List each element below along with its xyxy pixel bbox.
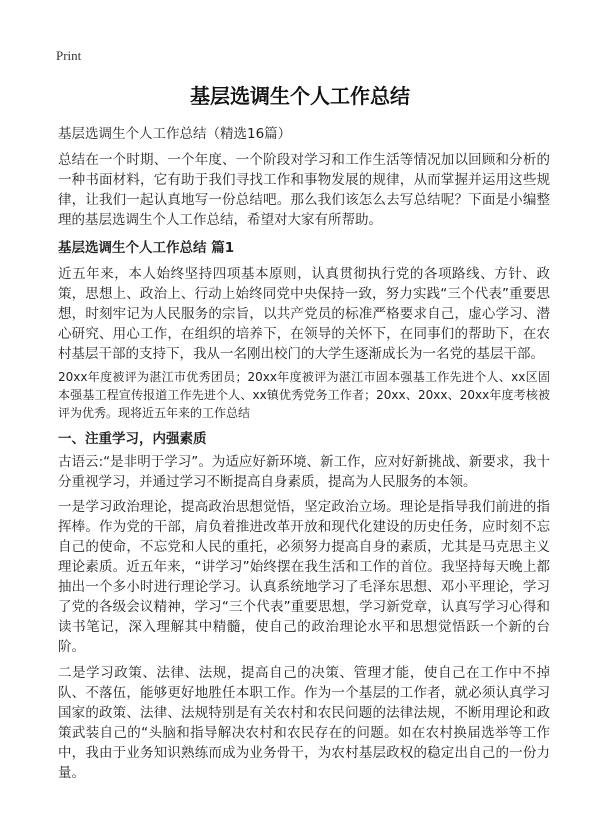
paragraph-1-awards: 20xx年度被评为湛江市优秀团员；20xx年度被评为湛江市固本强基工作先进个人、xx区固本强基工程宣传报道工作先进个人、xx镇优秀党务工作者；20xx、20xx、20xx年度考核被评为优秀。现将近五年来的工作总结 bbox=[58, 370, 550, 420]
section-heading: 基层选调生个人工作总结 篇1 bbox=[58, 240, 235, 256]
paragraph-1: 近五年来，本人始终坚持四项基本原则，认真贯彻执行党的各项路线、方针、政策，思想上、政治上、行动上始终同党中央保持一致，努力实践“三个代表”重要思想，时刻牢记为人民服务的宗旨，以共产党员的标准严格要求自己，虚心学习、潜心研究、用心工作，在组织的培养下，在领导的关怀下，在同事们的帮助下，在农村基层干部的支持下，我从一名刚出校门的大学生逐渐成长为一名党的基层干部。 bbox=[58, 266, 550, 362]
document-subtitle: 基层选调生个人工作总结（精选16篇） bbox=[58, 126, 292, 142]
paragraph-3: 一是学习政治理论，提高政治思想觉悟，坚定政治立场。理论是指导我们前进的指挥棒。作为党的干部，肩负着推进改革开放和现代化建设的历史任务，应时刻不忘自己的使命，不忘党和人民的重托，必须努力提高自身的素质，尤其是马克思主义理论素质。近五年来，“讲学习”始终摆在我生活和工作的首位。我坚持每天晚上都抽出一个多小时进行理论学习。认真系统地学习了毛泽东思想、邓小平理论，学习了党的各级会议精神，学习“三个代表”重要思想，学习新党章，认真写学习心得和读书笔记，深入理解其中精髓，使自己的政治理论水平和思想觉悟跃一个新的台阶。 bbox=[58, 499, 550, 655]
document-title: 基层选调生个人工作总结 bbox=[190, 84, 410, 108]
paragraph-4: 二是学习政策、法律、法规，提高自己的决策、管理才能，使自己在工作中不掉队、不落伍，能够更好地胜任本职工作。作为一个基层的工作者，就必须认真学习国家的政策、法律、法规特别是有关农村和农民问题的法律法规，不断用理论和政策武装自己的“头脑和指导解决农村和农民存在的问题。如在农村换届选举等工作中，我由于业务知识熟练而成为业务骨干，为农村基层政权的稳定出自己的一份力量。 bbox=[58, 665, 550, 781]
print-label: Print bbox=[56, 48, 82, 63]
paragraph-2: 古语云:“是非明于学习”。为适应好新环境、新工作，应对好新挑战、新要求，我十分重视学习，并通过学习不断提高自身素质，提高为人民服务的本领。 bbox=[58, 454, 550, 490]
sub-heading-1: 一、注重学习，内强素质 bbox=[58, 431, 207, 447]
intro-paragraph: 总结在一个时期、一个年度、一个阶段对学习和工作生活等情况加以回顾和分析的一种书面材料，它有助于我们寻找工作和事物发展的规律，从而掌握并运用这些规律，让我们一起认真地写一份总结吧。那么我们该怎么去写总结呢？下面是小编整理的基层选调生个人工作总结，希望对大家有所帮助。 bbox=[58, 152, 550, 228]
